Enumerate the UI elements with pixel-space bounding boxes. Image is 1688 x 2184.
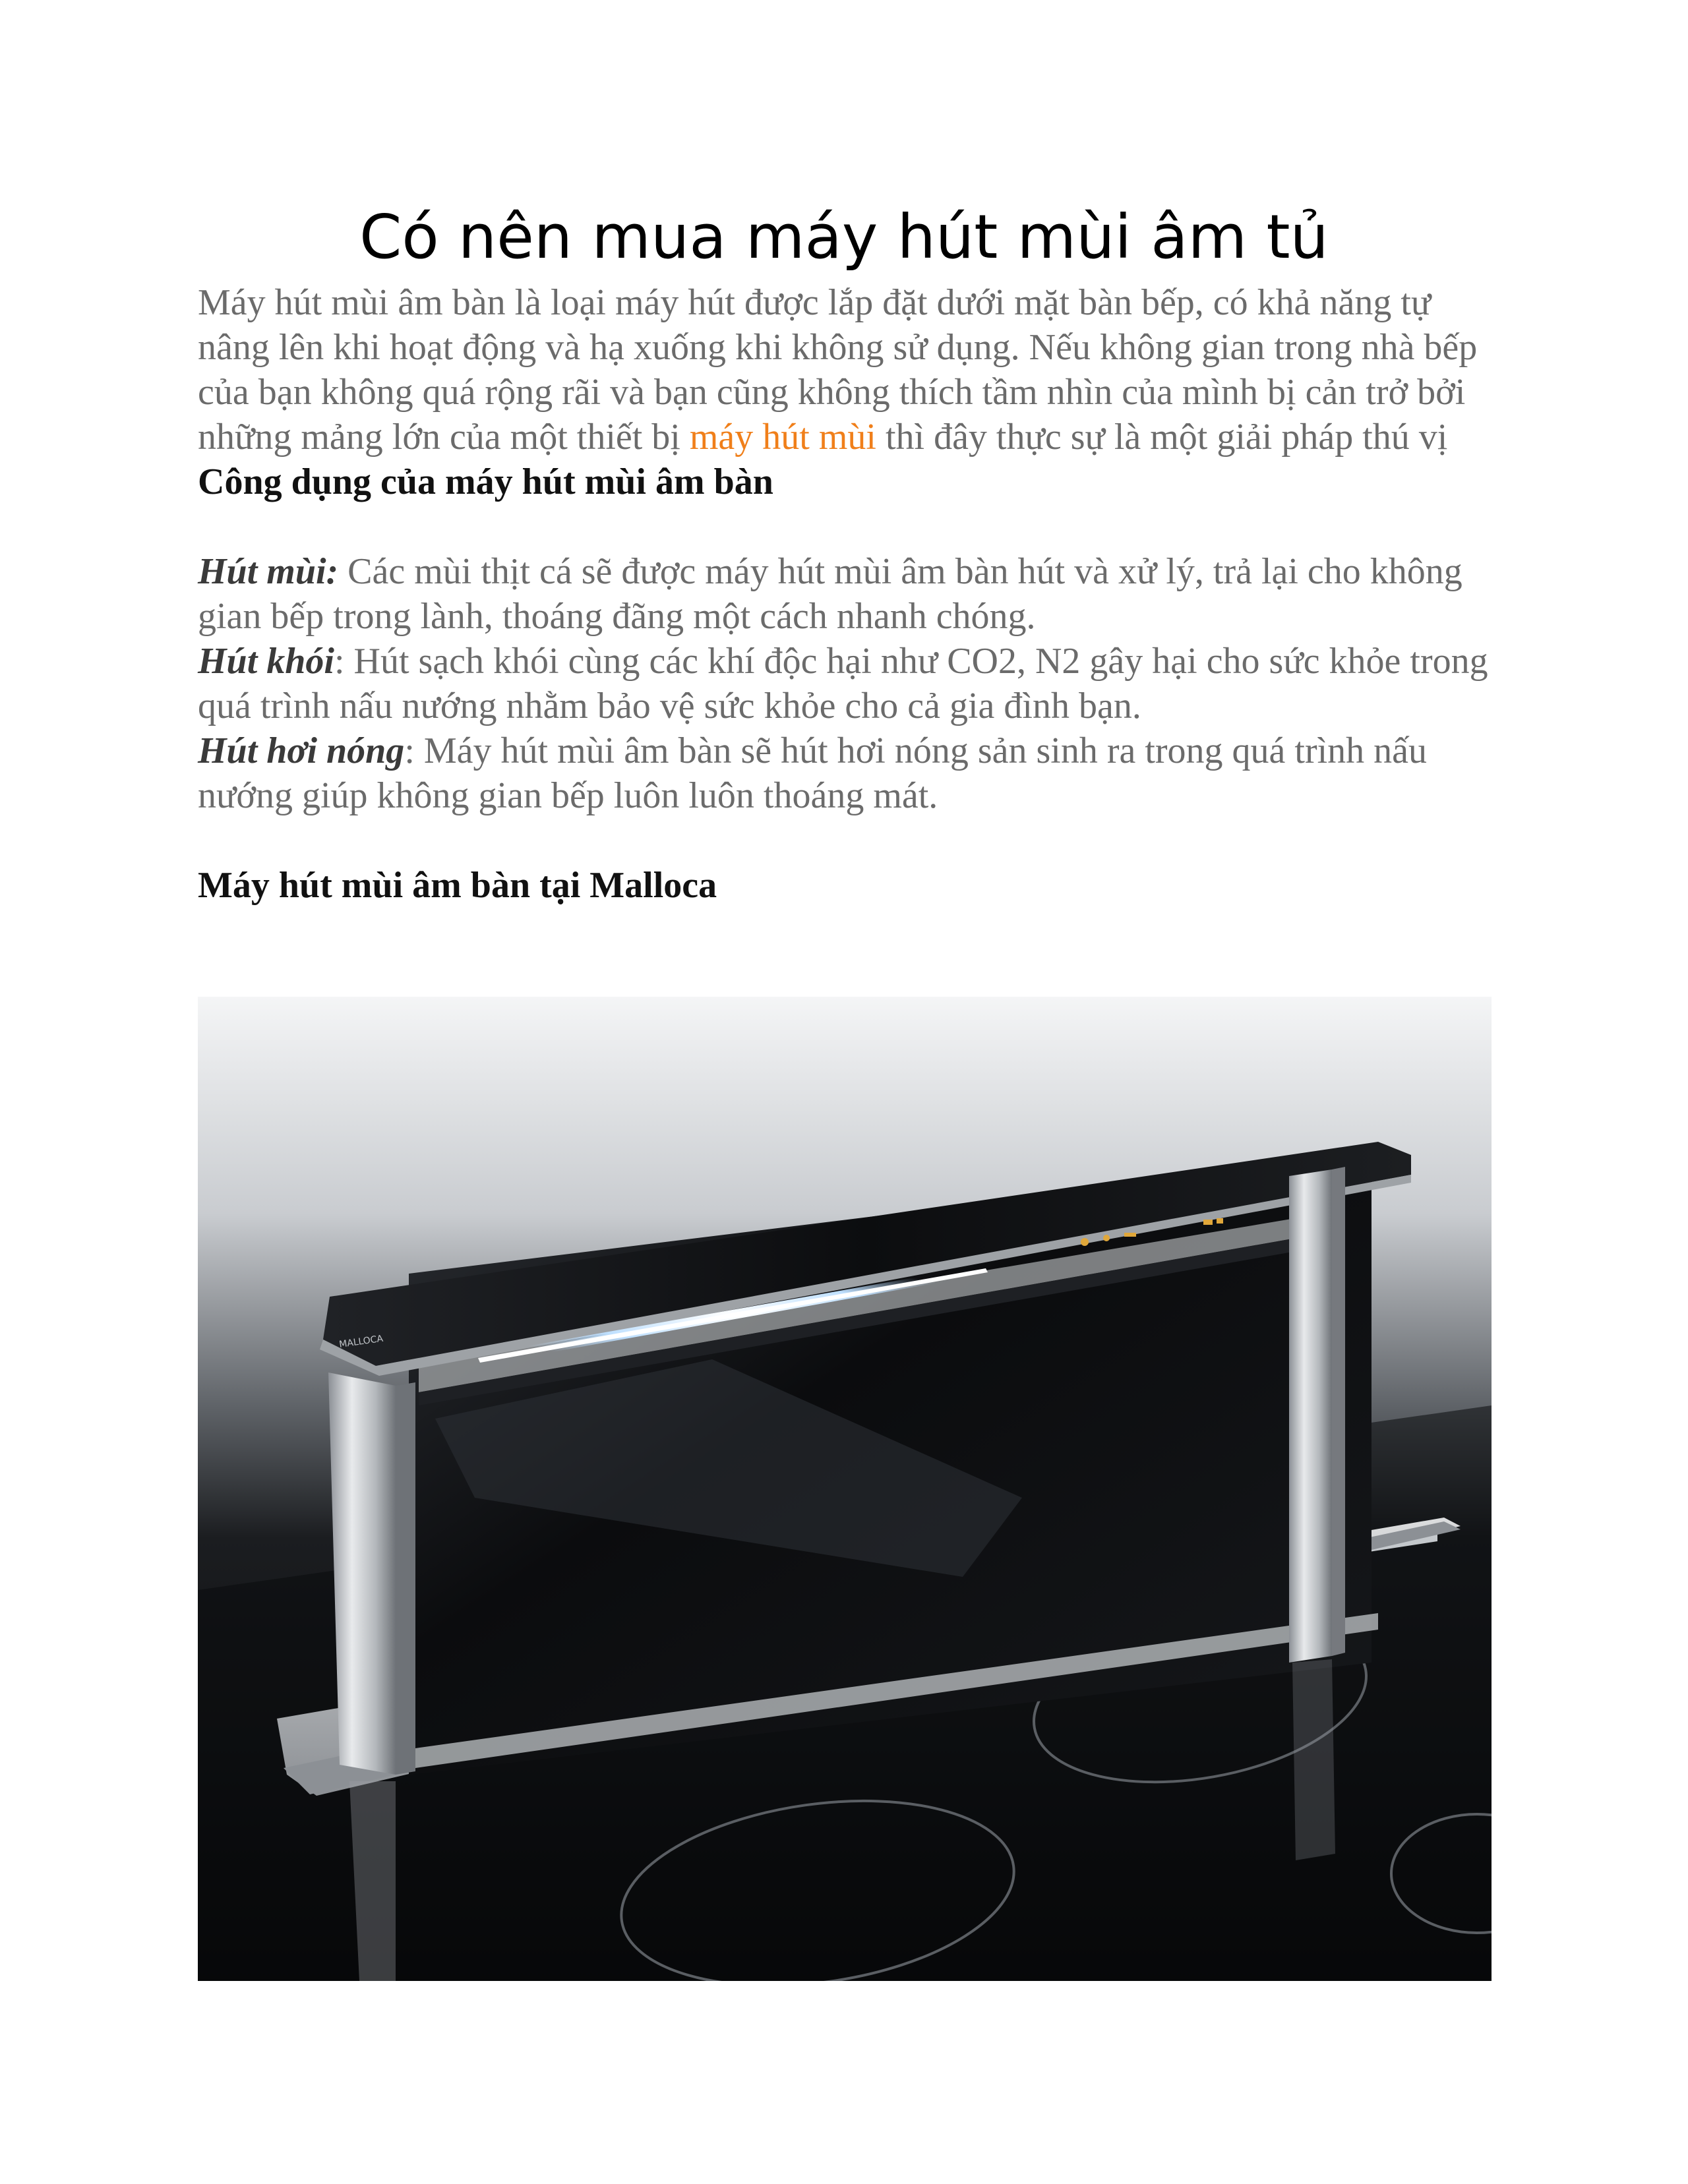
product-photo bbox=[198, 997, 1492, 1981]
intro-text-after: thì đây thực sự là một giải pháp thú vị bbox=[876, 417, 1448, 457]
use-item-text: Các mùi thịt cá sẽ được máy hút mùi âm bàn hút và xử lý, trả lại cho không gian bếp trong lành, thoáng đãng một cách nhanh chóng. bbox=[198, 551, 1462, 637]
spacer bbox=[198, 504, 1497, 549]
use-item-lead: Hút mùi: bbox=[198, 551, 339, 592]
use-item-lead: Hút hơi nóng bbox=[198, 730, 405, 771]
use-item-lead: Hút khói bbox=[198, 641, 334, 682]
intro-paragraph bbox=[198, 280, 1497, 459]
intro-text-before: Máy hút mùi âm bàn là loại máy hút được lắp đặt dưới mặt bàn bếp, có khả năng tự nâng lên khi hoạt động và hạ xuống khi không sử dụng. Nếu không gian trong nhà bếp của bạn không quá rộng rãi và bạn cũng không thích tầm nhìn của mình bị cản trở bởi những mảng lớn của một thiết bị bbox=[198, 282, 1478, 457]
spacer bbox=[198, 818, 1497, 863]
right-pillar bbox=[1289, 1169, 1332, 1663]
use-item-text: : Máy hút mùi âm bàn sẽ hút hơi nóng sản sinh ra trong quá trình nấu nướng giúp không gian bếp luôn luôn thoáng mát. bbox=[198, 730, 1428, 816]
use-item-steam bbox=[198, 728, 1497, 818]
left-pillar bbox=[328, 1372, 396, 1775]
page-title: Có nên mua máy hút mùi âm tủ bbox=[359, 202, 1329, 272]
use-item-smoke bbox=[198, 639, 1497, 728]
article-body bbox=[198, 280, 1497, 908]
brand-mark: MALLOCA bbox=[338, 1333, 384, 1350]
section-heading-uses: Công dụng của máy hút mùi âm bàn bbox=[198, 461, 773, 502]
product-link[interactable]: máy hút mùi bbox=[689, 417, 876, 457]
section-heading-malloca: Máy hút mùi âm bàn tại Malloca bbox=[198, 865, 717, 906]
use-item-text: : Hút sạch khói cùng các khí độc hại như CO2, N2 gây hại cho sức khỏe trong quá trình nấu nướng nhằm bảo vệ sức khỏe cho cả gia đình bạn. bbox=[198, 641, 1488, 726]
use-item-smell bbox=[198, 549, 1497, 639]
